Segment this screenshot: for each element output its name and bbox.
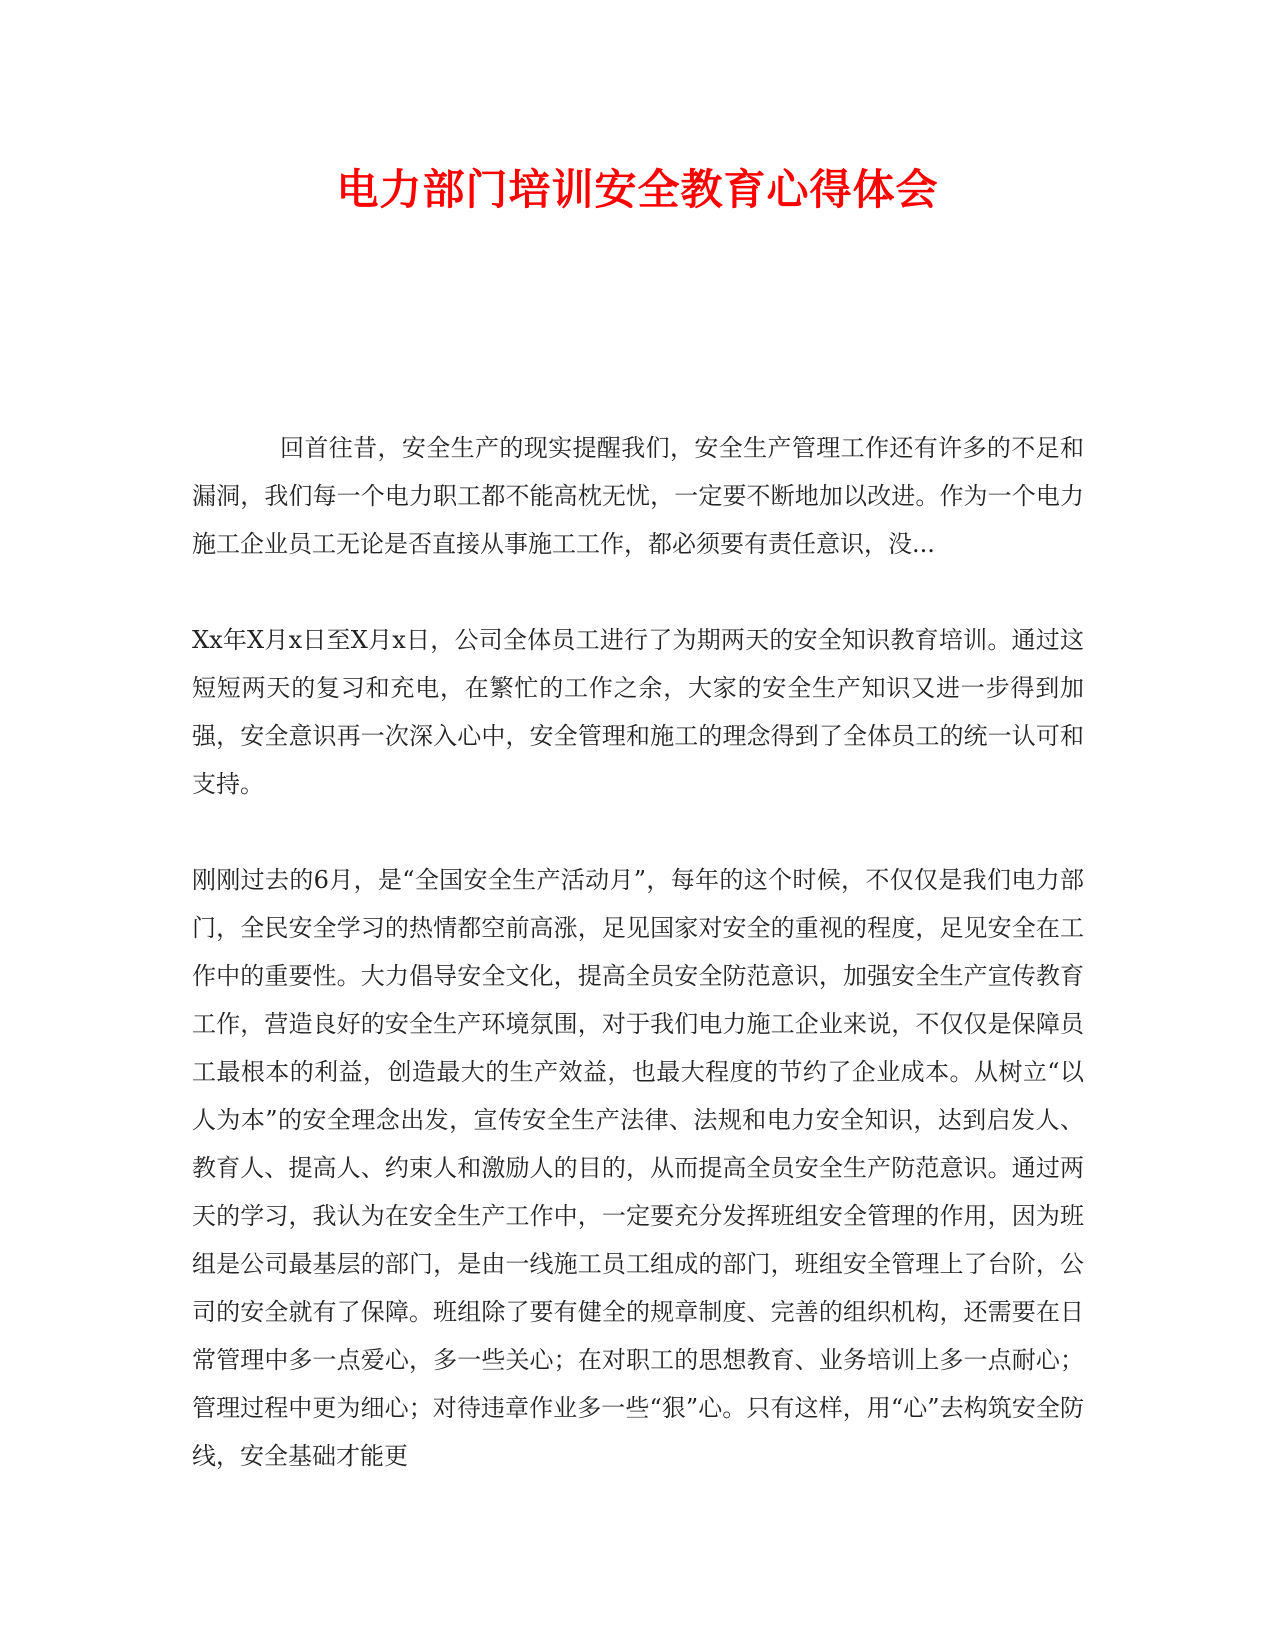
paragraph-safety-month: 刚刚过去的6月，是“全国安全生产活动月”，每年的这个时候，不仅仅是我们电力部门，全民安全学习的热情都空前高涨，足见国家对安全的重视的程度，足见安全在工作中的重要性。大力倡导安全文化，提高全员安全防范意识，加强安全生产宣传教育工作，营造良好的安全生产环境氛围，对于我们电力施工企业来说，不仅仅是保障员工最根本的利益，创造最大的生产效益，也最大程度的节约了企业成本。从树立“以人为本”的安全理念出发，宣传安全生产法律、法规和电力安全知识，达到启发人、教育人、提高人、约束人和激励人的目的，从而提高全员安全生产防范意识。通过两天的学习，我认为在安全生产工作中，一定要充分发挥班组安全管理的作用，因为班组是公司最基层的部门，是由一线施工员工组成的部门，班组安全管理上了台阶，公司的安全就有了保障。班组除了要有健全的规章制度、完善的组织机构，还需要在日常管理中多一点爱心，多一些关心；在对职工的思想教育、业务培训上多一点耐心；管理过程中更为细心；对待违章作业多一些“狠”心。只有这样，用“心”去构筑安全防线，安全基础才能更 [192,866,1084,1470]
document-title: 电力部门培训安全教育心得体会 [336,165,939,214]
paragraph-training: Xx年X月x日至X月x日，公司全体员工进行了为期两天的安全知识教育培训。通过这短短两天的复习和充电，在繁忙的工作之余，大家的安全生产知识又进一步得到加强，安全意识再一次深入心中，安全管理和施工的理念得到了全体员工的统一认可和支持。 [192,626,1084,798]
paragraph-intro: 回首往昔，安全生产的现实提醒我们，安全生产管理工作还有许多的不足和漏洞，我们每一个电力职工都不能高枕无忧，一定要不断地加以改进。作为一个电力施工企业员工无论是否直接从事施工工作，都必须要有责任意识，没... [192,434,1084,558]
